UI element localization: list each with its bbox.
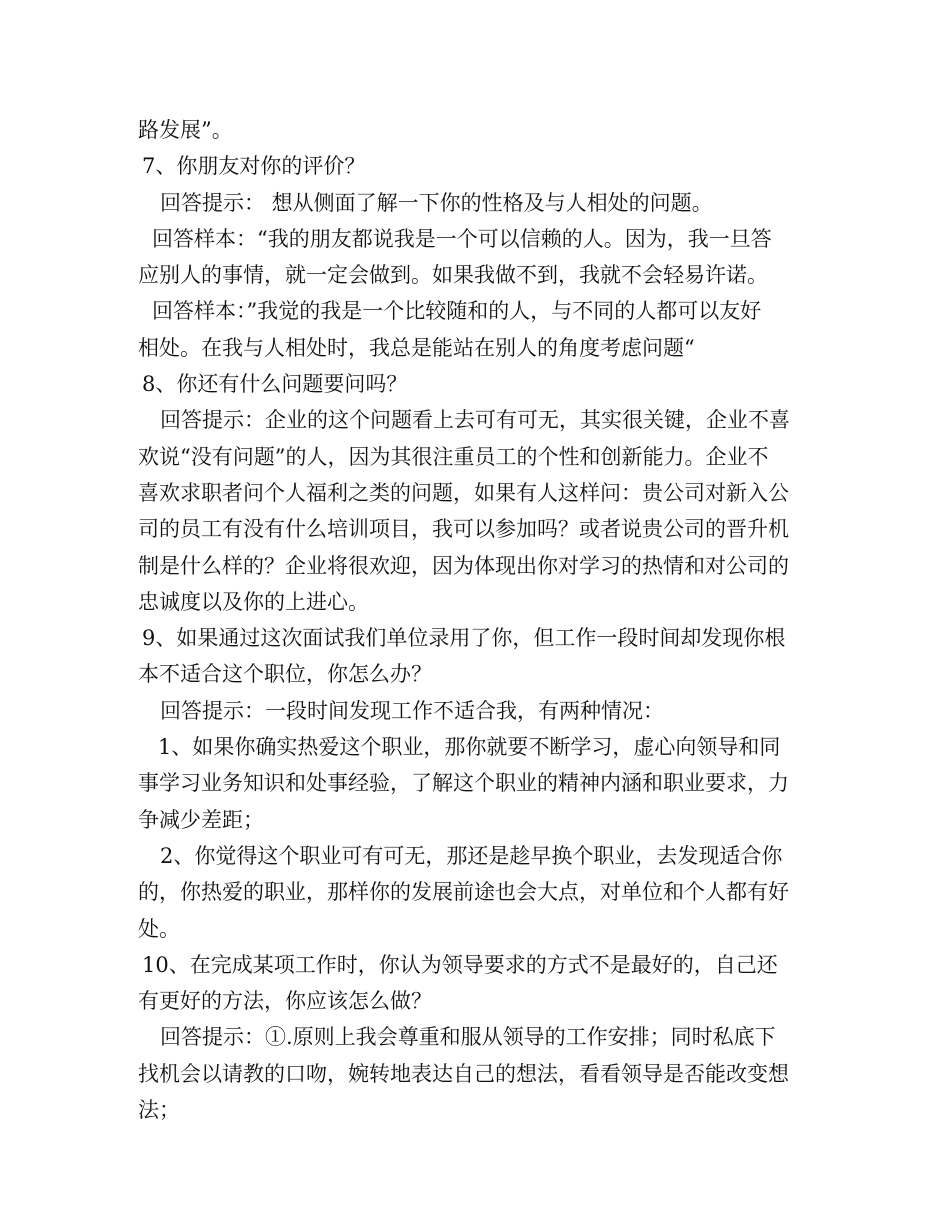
- answer-hint: 回答提示：企业的这个问题看上去可有可无，其实很关键，企业不喜: [160, 408, 790, 433]
- question-heading-9: 9、如果通过这次面试我们单位录用了你，但工作一段时间却发现你根: [142, 626, 786, 651]
- question-heading-8: 8、你还有什么问题要问吗？: [142, 372, 408, 397]
- list-item-1: 1、如果你确实热爱这个职业，那你就要不断学习，虚心向领导和同: [158, 735, 781, 760]
- text-line: 的，你热爱的职业，那样你的发展前途也会大点，对单位和个人都有好: [138, 880, 789, 905]
- text-line: 喜欢求职者问个人福利之类的问题，如果有人这样问：贵公司对新入公: [138, 480, 789, 505]
- text-line: 找机会以请教的口吻，婉转地表达自己的想法，看看领导是否能改变想: [138, 1061, 789, 1086]
- list-item-2: 2、你觉得这个职业可有可无，那还是趁早换个职业，去发现适合你: [160, 843, 783, 868]
- text-line: 应别人的事情，就一定会做到。如果我做不到，我就不会轻易许诺。: [138, 263, 768, 288]
- text-line: 路发展”。: [138, 118, 233, 142]
- text-line: 制是什么样的？企业将很欢迎，因为体现出你对学习的热情和对公司的: [138, 553, 789, 578]
- text-line: 欢说“没有问题”的人，因为其很注重员工的个性和创新能力。企业不: [138, 444, 769, 469]
- text-line: 事学习业务知识和处事经验，了解这个职业的精神内涵和职业要求，力: [138, 771, 789, 796]
- text-line: 争减少差距；: [138, 807, 264, 832]
- text-line: 相处。在我与人相处时，我总是能站在别人的角度考虑问题“: [138, 335, 695, 360]
- text-line: 处。: [138, 916, 180, 941]
- text-line: 有更好的方法，你应该怎么做？: [138, 989, 432, 1014]
- answer-hint: 回答提示：一段时间发现工作不适合我，有两种情况：: [160, 698, 664, 723]
- document-body: [138, 112, 818, 1128]
- answer-sample: 回答样本：“我的朋友都说我是一个可以信赖的人。因为，我一旦答: [152, 226, 772, 251]
- text-line: 本不适合这个职位，你怎么办？: [138, 662, 432, 687]
- text-line: 忠诚度以及你的上进心。: [138, 589, 369, 614]
- answer-hint: 回答提示：①.原则上我会尊重和服从领导的工作安排；同时私底下: [160, 1025, 776, 1050]
- question-heading-7: 7、你朋友对你的评价？: [142, 154, 366, 179]
- text-line: 司的员工有没有什么培训项目，我可以参加吗？或者说贵公司的晋升机: [138, 517, 789, 542]
- answer-hint: 回答提示： 想从侧面了解一下你的性格及与人相处的问题。: [160, 190, 713, 215]
- answer-sample: 回答样本：”我觉的我是一个比较随和的人，与不同的人都可以友好: [152, 299, 762, 324]
- text-line: 法；: [138, 1098, 180, 1123]
- question-heading-10: 10、在完成某项工作时，你认为领导要求的方式不是最好的，自己还: [142, 952, 778, 977]
